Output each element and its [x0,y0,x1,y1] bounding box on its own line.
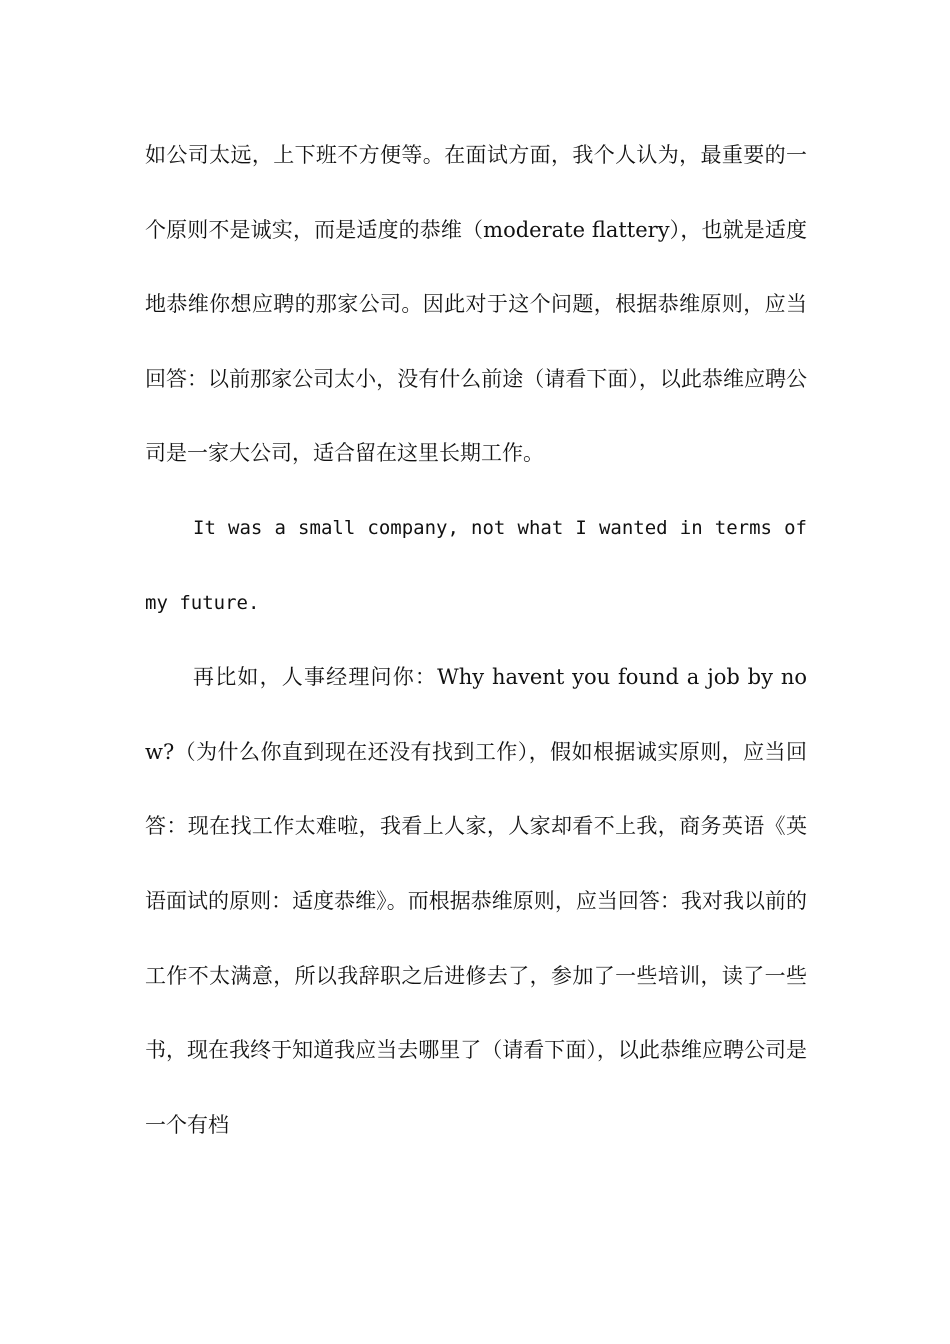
paragraph-flattery-principle: 如公司太远，上下班不方便等。在面试方面，我个人认为，最重要的一个原则不是诚实，而是适度的恭维（moderate flattery），也就是适度地恭维你想应聘的那家公司。因此对于这个问题，根据恭维原则，应当回答：以前那家公司太小，没有什么前途（请看下面），以此恭维应聘公司是一家大公司，适合留在这里长期工作。 [145,143,807,466]
paragraph-english-answer: It was a small company, not what I wanted in terms of my future. [145,516,807,614]
document-body [145,118,807,1162]
paragraph-second-example: 再比如，人事经理问你：Why havent you found a job by now?（为什么你直到现在还没有找到工作），假如根据诚实原则，应当回答：现在找工作太难啦，我看上人家，人家却看不上我，商务英语《英语面试的原则：适度恭维》。而根据恭维原则，应当回答：我对我以前的工作不太满意，所以我辞职之后进修去了，参加了一些培训，读了一些书，现在我终于知道我应当去哪里了（请看下面），以此恭维应聘公司是一个有档 [145,665,807,1137]
